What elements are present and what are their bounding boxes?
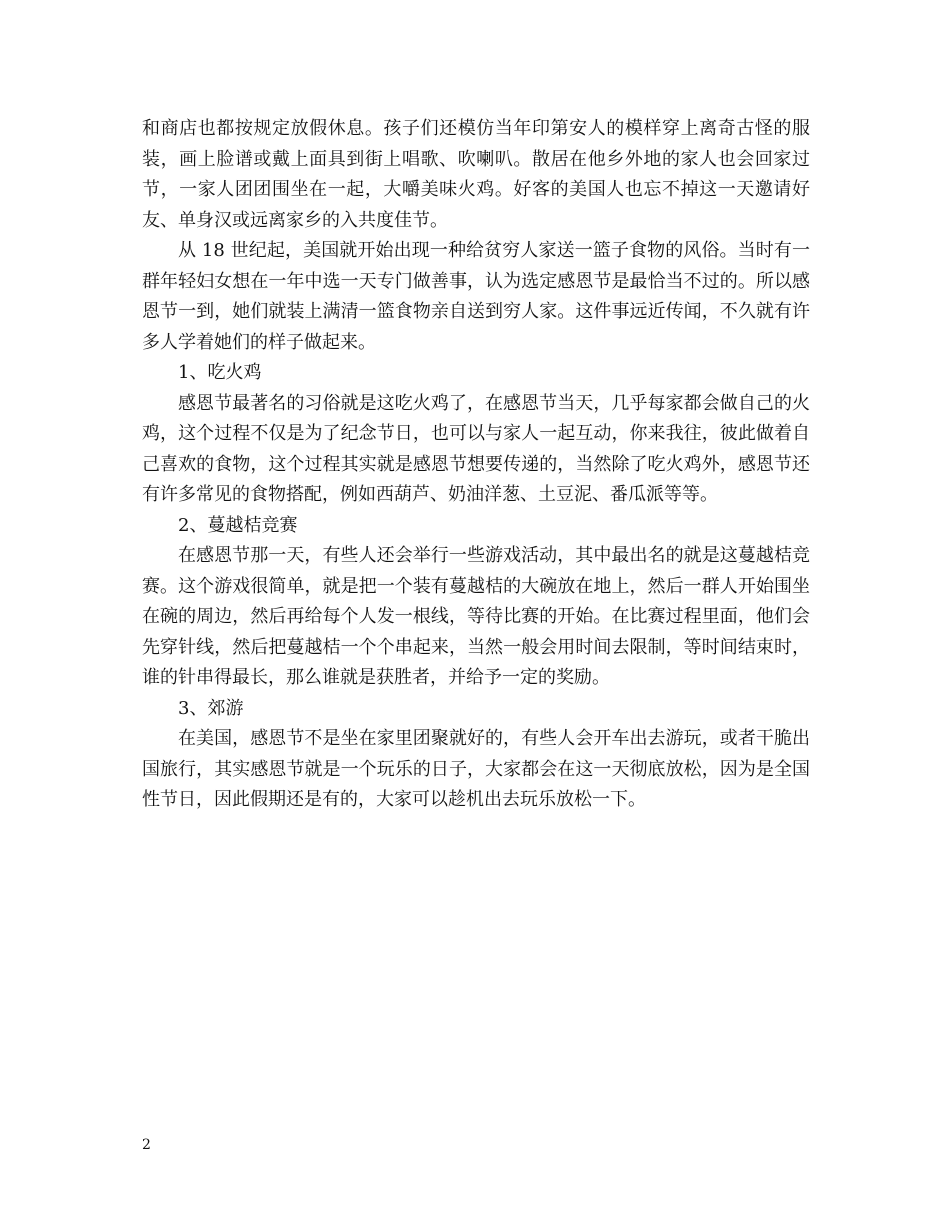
section-body-cranberry: 在感恩节那一天，有些人还会举行一些游戏活动，其中最出名的就是这蔓越桔竞赛。这个游戏很简单，就是把一个装有蔓越桔的大碗放在地上，然后一群人开始围坐在碗的周边，然后再给每个人发一根线，等待比赛的开始。在比赛过程里面，他们会先穿针线，然后把蔓越桔一个个串起来，当然一般会用时间去限制，等时间结束时，谁的针串得最长，那么谁就是获胜者，并给予一定的奖励。 [142, 545, 810, 688]
section-body-outing: 在美国，感恩节不是坐在家里团聚就好的，有些人会开车出去游玩，或者干脆出国旅行，其实感恩节就是一个玩乐的日子，大家都会在这一天彻底放松，因为是全国性节日，因此假期还是有的，大家可以趁机出去玩乐放松一下。 [142, 728, 810, 810]
section-heading-cranberry: 2、蔓越桔竞赛 [178, 514, 298, 536]
paragraph-continued: 和商店也都按规定放假休息。孩子们还模仿当年印第安人的模样穿上离奇古怪的服装，画上脸谱或戴上面具到街上唱歌、吹喇叭。散居在他乡外地的家人也会回家过节，一家人团团围坐在一起，大嚼美味火鸡。好客的美国人也忘不掉这一天邀请好友、单身汉或远离家乡的入共度佳节。 [142, 118, 810, 231]
section-body-turkey: 感恩节最著名的习俗就是这吃火鸡了，在感恩节当天，几乎每家都会做自己的火鸡，这个过程不仅是为了纪念节日，也可以与家人一起互动，你来我往，彼此做着自己喜欢的食物，这个过程其实就是感恩节想要传递的，当然除了吃火鸡外，感恩节还有许多常见的食物搭配，例如西葫芦、奶油洋葱、土豆泥、番瓜派等等。 [142, 392, 810, 505]
paragraph-history: 从 18 世纪起，美国就开始出现一种给贫穷人家送一篮子食物的风俗。当时有一群年轻妇女想在一年中选一天专门做善事，认为选定感恩节是最恰当不过的。所以感恩节一到，她们就装上满清一篮食物亲自送到穷人家。这件事远近传闻，不久就有许多人学着她们的样子做起来。 [142, 240, 810, 353]
section-heading-outing: 3、郊游 [178, 697, 244, 719]
document-body [142, 114, 810, 816]
page-number: 2 [142, 1137, 151, 1153]
section-heading-turkey: 1、吃火鸡 [178, 362, 262, 383]
